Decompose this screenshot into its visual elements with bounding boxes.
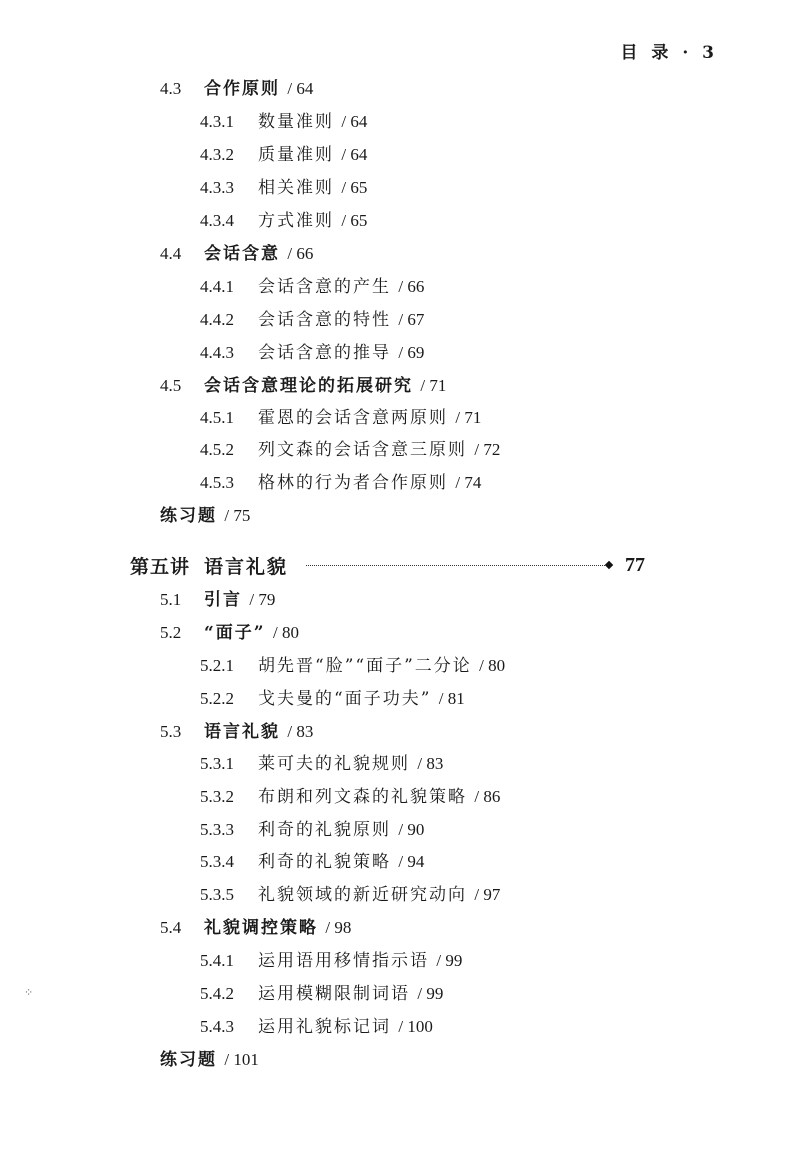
- toc-entry-4-4-1[interactable]: [200, 276, 424, 298]
- entry-page: / 64: [287, 79, 314, 98]
- entry-page: / 90: [398, 820, 425, 839]
- entry-title: 列文森的会话含意三原则: [258, 440, 467, 460]
- entry-page: / 79: [249, 590, 276, 609]
- entry-title: 礼貌调控策略: [204, 918, 318, 938]
- entry-title: 练习题: [160, 1050, 217, 1070]
- toc-entry-5-2[interactable]: [160, 622, 299, 644]
- entry-number: 4.5: [160, 376, 182, 395]
- entry-title: 练习题: [160, 506, 217, 526]
- entry-page: / 83: [287, 722, 314, 741]
- entry-number: 4.4: [160, 244, 182, 263]
- toc-entry-4-3-2[interactable]: [200, 144, 367, 166]
- entry-number: 4.4.3: [200, 343, 234, 362]
- entry-title: 利奇的礼貌策略: [258, 852, 391, 872]
- toc-entry-5-4-3[interactable]: [200, 1016, 433, 1038]
- entry-title: 布朗和列文森的礼貌策略: [258, 787, 467, 807]
- entry-title: 引言: [204, 590, 242, 610]
- entry-title: 数量准则: [258, 112, 334, 132]
- entry-number: 4.3.1: [200, 112, 234, 131]
- entry-page: / 83: [417, 754, 444, 773]
- entry-title: 戈夫曼的“面子功夫”: [258, 689, 432, 709]
- entry-page: / 99: [436, 951, 463, 970]
- toc-exercises-4[interactable]: [160, 505, 250, 527]
- entry-page: / 69: [398, 343, 425, 362]
- entry-title: 会话含意理论的拓展研究: [204, 376, 413, 396]
- chapter-label: 第五讲: [130, 555, 191, 578]
- entry-number: 4.3.3: [200, 178, 234, 197]
- entry-number: 4.4.2: [200, 310, 234, 329]
- entry-page: / 72: [474, 440, 501, 459]
- entry-page: / 65: [341, 178, 368, 197]
- entry-number: 5.3.5: [200, 885, 234, 904]
- toc-entry-5-3[interactable]: [160, 721, 313, 743]
- entry-title: 语言礼貌: [204, 722, 280, 742]
- toc-entry-4-5-1[interactable]: [200, 407, 481, 429]
- toc-entry-4-5-2[interactable]: [200, 439, 500, 461]
- entry-title: 合作原则: [204, 79, 280, 99]
- entry-title: 方式准则: [258, 211, 334, 231]
- entry-page: / 64: [341, 145, 368, 164]
- entry-title: 质量准则: [258, 145, 334, 165]
- toc-entry-5-1[interactable]: [160, 589, 275, 611]
- entry-title: 胡先晋“脸”“面子”二分论: [258, 656, 472, 676]
- entry-page: / 99: [417, 984, 444, 1003]
- entry-page: / 80: [479, 656, 506, 675]
- entry-number: 4.4.1: [200, 277, 234, 296]
- entry-page: / 94: [398, 852, 425, 871]
- toc-entry-4-3-3[interactable]: [200, 177, 367, 199]
- entry-number: 5.1: [160, 590, 182, 609]
- chapter-page: 77: [625, 553, 645, 576]
- entry-number: 4.3: [160, 79, 182, 98]
- entry-page: / 80: [272, 623, 299, 642]
- chapter-title: 语言礼貌: [204, 555, 289, 578]
- entry-title: 会话含意的产生: [258, 277, 391, 297]
- toc-entry-5-3-4[interactable]: [200, 851, 424, 873]
- entry-title: 会话含意的特性: [258, 310, 391, 330]
- entry-title: 运用礼貌标记词: [258, 1017, 391, 1037]
- toc-entry-5-4-1[interactable]: [200, 950, 462, 972]
- toc-entry-5-2-1[interactable]: [200, 655, 505, 677]
- entry-page: / 67: [398, 310, 425, 329]
- dotted-leader: [306, 565, 609, 566]
- toc-entry-4-3-4[interactable]: [200, 210, 367, 232]
- entry-title: 会话含意的推导: [258, 343, 391, 363]
- scan-speck-mark: ⁘: [24, 986, 34, 999]
- entry-title: 会话含意: [204, 244, 280, 264]
- entry-title: 莱可夫的礼貌规则: [258, 754, 410, 774]
- entry-number: 5.4.3: [200, 1017, 234, 1036]
- entry-page: / 74: [455, 473, 482, 492]
- toc-entry-4-3[interactable]: [160, 78, 313, 100]
- chapter-heading-5[interactable]: [130, 552, 645, 578]
- running-header: 目 录 · 3: [620, 43, 718, 63]
- entry-page: / 66: [398, 277, 425, 296]
- entry-page: / 86: [474, 787, 501, 806]
- entry-number: 5.3.1: [200, 754, 234, 773]
- toc-entry-5-3-2[interactable]: [200, 786, 500, 808]
- entry-number: 4.3.4: [200, 211, 234, 230]
- toc-exercises-5[interactable]: [160, 1049, 259, 1071]
- toc-entry-5-4-2[interactable]: [200, 983, 443, 1005]
- entry-number: 5.2: [160, 623, 182, 642]
- entry-page: / 98: [325, 918, 352, 937]
- entry-number: 5.2.2: [200, 689, 234, 708]
- entry-page: / 97: [474, 885, 501, 904]
- toc-entry-5-2-2[interactable]: [200, 688, 465, 710]
- entry-title: 礼貌领域的新近研究动向: [258, 885, 467, 905]
- entry-number: 4.5.3: [200, 473, 234, 492]
- entry-title: 霍恩的会话含意两原则: [258, 408, 448, 428]
- entry-number: 4.5.2: [200, 440, 234, 459]
- entry-page: / 75: [224, 506, 251, 525]
- entry-number: 4.5.1: [200, 408, 234, 427]
- entry-page: / 64: [341, 112, 368, 131]
- entry-title: 相关准则: [258, 178, 334, 198]
- toc-entry-4-4-3[interactable]: [200, 342, 424, 364]
- entry-title: 运用语用移情指示语: [258, 951, 429, 971]
- toc-entry-4-5-3[interactable]: [200, 472, 481, 494]
- entry-number: 5.3: [160, 722, 182, 741]
- entry-number: 5.2.1: [200, 656, 234, 675]
- entry-number: 5.4.2: [200, 984, 234, 1003]
- toc-entry-5-3-3[interactable]: [200, 819, 424, 841]
- toc-entry-5-3-1[interactable]: [200, 753, 443, 775]
- entry-page: / 101: [224, 1050, 259, 1069]
- entry-page: / 81: [438, 689, 465, 708]
- toc-entry-4-5[interactable]: [160, 375, 446, 397]
- entry-title: 利奇的礼貌原则: [258, 820, 391, 840]
- entry-page: / 66: [287, 244, 314, 263]
- toc-entry-4-4[interactable]: [160, 243, 313, 265]
- entry-number: 5.3.2: [200, 787, 234, 806]
- toc-entry-5-4[interactable]: [160, 917, 351, 939]
- entry-number: 5.4: [160, 918, 182, 937]
- entry-number: 4.3.2: [200, 145, 234, 164]
- entry-page: / 65: [341, 211, 368, 230]
- entry-page: / 71: [420, 376, 447, 395]
- entry-number: 5.4.1: [200, 951, 234, 970]
- entry-title: 运用模糊限制词语: [258, 984, 410, 1004]
- entry-number: 5.3.3: [200, 820, 234, 839]
- entry-number: 5.3.4: [200, 852, 234, 871]
- entry-page: / 100: [398, 1017, 433, 1036]
- entry-page: / 71: [455, 408, 482, 427]
- entry-title: “面子”: [204, 623, 266, 643]
- entry-title: 格林的行为者合作原则: [258, 473, 448, 493]
- toc-entry-4-3-1[interactable]: [200, 111, 367, 133]
- toc-entry-5-3-5[interactable]: [200, 884, 500, 906]
- toc-entry-4-4-2[interactable]: [200, 309, 424, 331]
